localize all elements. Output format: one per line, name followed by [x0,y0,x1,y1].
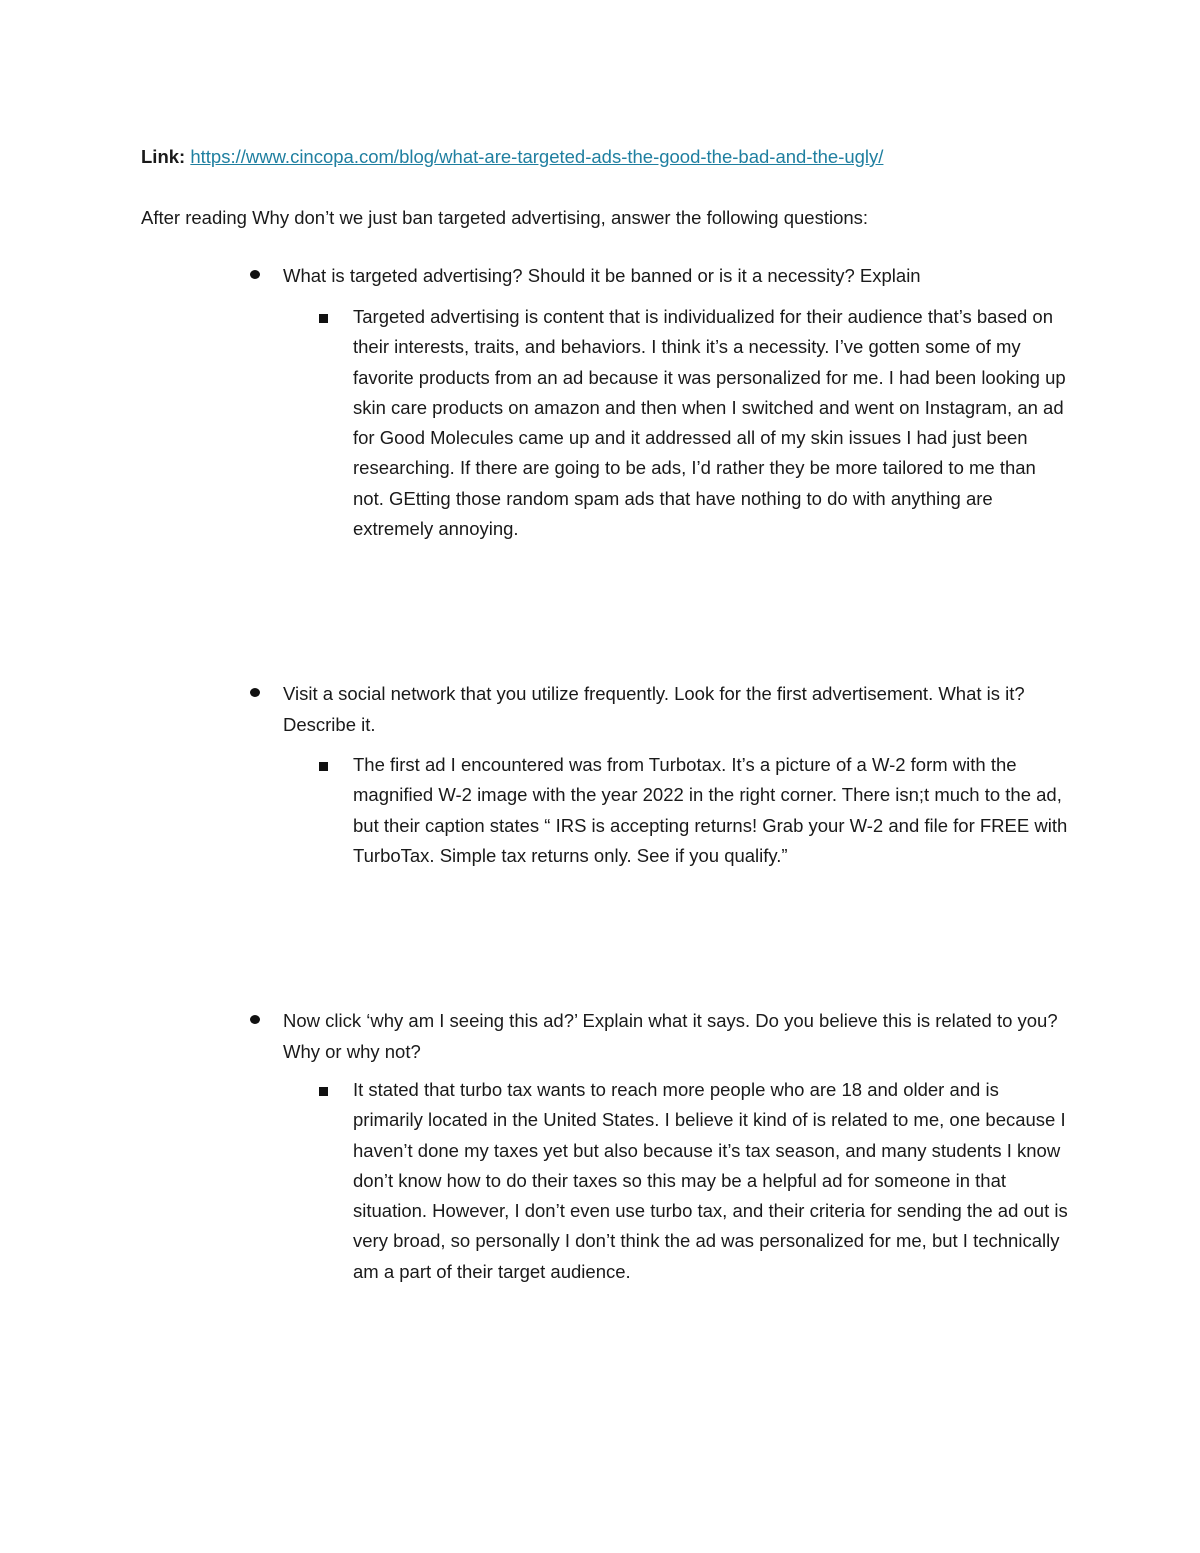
bullet-dot-icon [250,688,260,697]
answer-text: It stated that turbo tax wants to reach more people who are 18 and older and is primarily located in the United States. I believe it kind of is related to me, one because I haven’t done my taxes yet but also because it’s tax season, and many students I know don’t know how to do their taxes so this may be a helpful ad for someone in that situation. However, I don’t even use turbo tax, and their criteria for sending the ad out is very broad, so personally I don’t think the ad was personalized for me, but I technically am a part of their target audience. [353,1079,1068,1282]
question-text: Visit a social network that you utilize frequently. Look for the first advertisement. What is it? Describe it. [283,683,1025,735]
intro-instructions: After reading Why don’t we just ban targeted advertising, answer the following questions: [141,207,869,228]
bullet-square-icon [319,762,328,771]
answer-text: The first ad I encountered was from Turbotax. It’s a picture of a W-2 form with the magnified W-2 image with the year 2022 in the right corner. There isn;t much to the ad, but their caption states “ IRS is accepting returns! Grab your W-2 and file for FREE with TurboTax. Simple tax returns only. See if you qualify.” [353,754,1068,866]
bullet-dot-icon [250,270,260,279]
question-text: What is targeted advertising? Should it be banned or is it a necessity? Explain [283,265,921,286]
bullet-dot-icon [250,1015,260,1024]
article-link[interactable]: https://www.cincopa.com/blog/what-are-targeted-ads-the-good-the-bad-and-the-ugly/ [190,146,884,167]
question-text: Now click ‘why am I seeing this ad?’ Explain what it says. Do you believe this is related to you? Why or why not? [283,1010,1058,1062]
answer-text: Targeted advertising is content that is individualized for their audience that’s based on their interests, traits, and behaviors. I think it’s a necessity. I’ve gotten some of my favorite products from an ad because it was personalized for me. I had been looking up skin care products on amazon and then when I switched and went on Instagram, an ad for Good Molecules came up and it addressed all of my skin issues I had just been researching. If there are going to be ads, I’d rather they be more tailored to me than not. GEtting those random spam ads that have nothing to do with anything are extremely annoying. [353,306,1066,540]
bullet-square-icon [319,314,328,323]
link-label: Link: [141,146,186,167]
link-line [141,144,883,170]
bullet-square-icon [319,1087,328,1096]
